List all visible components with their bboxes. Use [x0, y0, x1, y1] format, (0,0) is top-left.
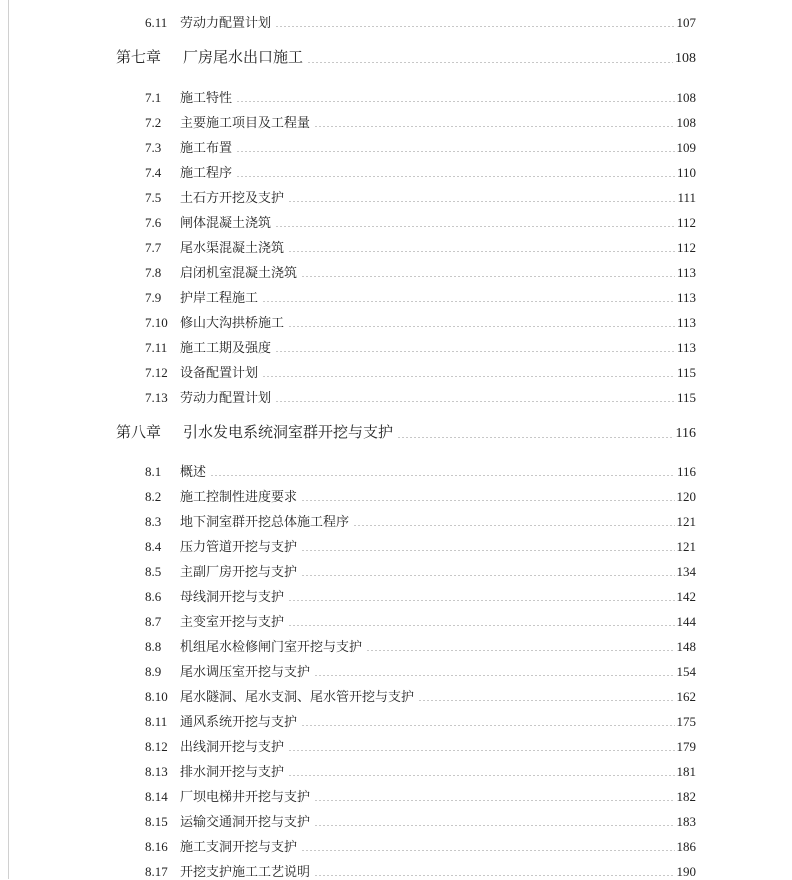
chapter-title: 厂房尾水出口施工	[183, 50, 304, 66]
toc-number: 7.5	[145, 190, 162, 205]
toc-title: 劳动力配置计划	[180, 390, 272, 405]
toc-page-number: 121	[676, 514, 696, 529]
toc-chapter-8[interactable]	[116, 421, 696, 442]
toc-entry-8-17[interactable]	[145, 861, 696, 880]
toc-entry-7-12[interactable]	[145, 362, 696, 381]
toc-entry-8-15[interactable]	[145, 811, 696, 830]
toc-page-number: 111	[677, 190, 696, 205]
toc-page-number: 115	[676, 365, 696, 380]
toc-entry-8-4[interactable]	[145, 536, 696, 555]
toc-entry-7-3[interactable]	[145, 137, 696, 156]
toc-entry-7-8[interactable]	[145, 262, 696, 281]
dot-leader	[301, 276, 675, 277]
toc-title: 通风系统开挖与支护	[180, 714, 298, 729]
dot-leader	[307, 62, 673, 63]
toc-number: 8.15	[145, 814, 168, 829]
dot-leader	[353, 525, 674, 526]
toc-entry-7-11[interactable]	[145, 337, 696, 356]
toc-entry-7-2[interactable]	[145, 112, 696, 131]
toc-page-number: 186	[676, 839, 696, 854]
toc-number: 7.6	[145, 215, 162, 230]
toc-entry-8-9[interactable]	[145, 661, 696, 680]
dot-leader	[288, 750, 674, 751]
toc-page-number: 142	[676, 589, 696, 604]
dot-leader	[275, 351, 675, 352]
toc-title: 施工支洞开挖与支护	[180, 839, 298, 854]
toc-entry-8-11[interactable]	[145, 711, 696, 730]
toc-number: 8.17	[145, 864, 168, 879]
toc-page-number: 183	[676, 814, 696, 829]
toc-page-number: 175	[676, 714, 696, 729]
toc-title: 尾水隧洞、尾水支洞、尾水管开挖与支护	[180, 689, 415, 704]
toc-title: 施工特性	[180, 90, 233, 105]
toc-title: 施工工期及强度	[180, 340, 272, 355]
toc-entry-7-6[interactable]	[145, 212, 696, 231]
toc-entry-8-13[interactable]	[145, 761, 696, 780]
toc-page-number: 190	[676, 864, 696, 879]
toc-entry-7-9[interactable]	[145, 287, 696, 306]
toc-page-number: 116	[676, 464, 696, 479]
toc-entry-8-16[interactable]	[145, 836, 696, 855]
toc-entry-8-12[interactable]	[145, 736, 696, 755]
toc-number: 8.4	[145, 539, 162, 554]
toc-number: 8.2	[145, 489, 162, 504]
toc-entry-8-10[interactable]	[145, 686, 696, 705]
dot-leader	[288, 326, 675, 327]
dot-leader	[236, 151, 674, 152]
toc-entry-7-13[interactable]	[145, 387, 696, 406]
dot-leader	[275, 401, 675, 402]
toc-entry-7-4[interactable]	[145, 162, 696, 181]
toc-entry-7-1[interactable]	[145, 87, 696, 106]
toc-page-number: 109	[676, 140, 696, 155]
toc-entry-8-3[interactable]	[145, 511, 696, 530]
toc-entry-8-2[interactable]	[145, 486, 696, 505]
toc-title: 修山大沟拱桥施工	[180, 315, 285, 330]
toc-number: 8.7	[145, 614, 162, 629]
toc-number: 8.16	[145, 839, 168, 854]
toc-page-number: 108	[676, 115, 696, 130]
dot-leader	[418, 700, 674, 701]
toc-page-number: 116	[675, 426, 696, 441]
dot-leader	[314, 675, 674, 676]
dot-leader	[288, 625, 674, 626]
dot-leader	[301, 850, 674, 851]
toc-page-number: 107	[676, 15, 696, 30]
dot-leader	[314, 800, 674, 801]
toc-number: 6.11	[145, 15, 168, 30]
toc-entry-7-7[interactable]	[145, 237, 696, 256]
toc-page-number: 115	[676, 390, 696, 405]
toc-chapter-7[interactable]	[116, 46, 696, 67]
toc-number: 8.14	[145, 789, 168, 804]
toc-title: 施工布置	[180, 140, 233, 155]
dot-leader	[314, 875, 674, 876]
toc-title: 机组尾水检修闸门室开挖与支护	[180, 639, 363, 654]
toc-number: 8.10	[145, 689, 168, 704]
chapter-number: 第八章	[116, 425, 162, 441]
dot-leader	[301, 550, 674, 551]
toc-page-number: 154	[676, 664, 696, 679]
dot-leader	[262, 301, 675, 302]
toc-title: 闸体混凝土浇筑	[180, 215, 272, 230]
dot-leader	[314, 825, 674, 826]
toc-page-number: 113	[676, 340, 696, 355]
toc-page-number: 182	[676, 789, 696, 804]
toc-title: 主要施工项目及工程量	[180, 115, 311, 130]
toc-title: 主副厂房开挖与支护	[180, 564, 298, 579]
toc-title: 主变室开挖与支护	[180, 614, 285, 629]
toc-page-number: 113	[676, 315, 696, 330]
page-left-border	[8, 0, 9, 879]
toc-number: 8.13	[145, 764, 168, 779]
toc-number: 8.8	[145, 639, 162, 654]
toc-page-number: 134	[676, 564, 696, 579]
toc-title: 施工控制性进度要求	[180, 489, 298, 504]
toc-number: 7.1	[145, 90, 162, 105]
dot-leader	[236, 101, 674, 102]
toc-entry-6-11[interactable]	[145, 12, 696, 31]
toc-number: 8.5	[145, 564, 162, 579]
toc-title: 压力管道开挖与支护	[180, 539, 298, 554]
toc-entry-8-5[interactable]	[145, 561, 696, 580]
toc-entry-8-8[interactable]	[145, 636, 696, 655]
dot-leader	[314, 126, 674, 127]
toc-number: 8.6	[145, 589, 162, 604]
toc-number: 7.3	[145, 140, 162, 155]
dot-leader	[262, 376, 675, 377]
dot-leader	[288, 600, 674, 601]
toc-number: 7.4	[145, 165, 162, 180]
toc-page-number: 112	[676, 215, 696, 230]
toc-number: 8.1	[145, 464, 162, 479]
chapter-number: 第七章	[116, 50, 162, 66]
toc-page-number: 179	[676, 739, 696, 754]
toc-page-number: 113	[676, 265, 696, 280]
dot-leader	[301, 725, 674, 726]
toc-title: 尾水渠混凝土浇筑	[180, 240, 285, 255]
toc-page-number: 144	[676, 614, 696, 629]
dot-leader	[236, 176, 675, 177]
dot-leader	[210, 475, 675, 476]
toc-title: 厂坝电梯井开挖与支护	[180, 789, 311, 804]
toc-entry-8-7[interactable]	[145, 611, 696, 630]
toc-number: 7.7	[145, 240, 162, 255]
toc-page-number: 110	[676, 165, 696, 180]
dot-leader	[275, 26, 674, 27]
toc-number: 8.3	[145, 514, 162, 529]
toc-title: 土石方开挖及支护	[180, 190, 285, 205]
dot-leader	[397, 437, 674, 438]
toc-entry-8-14[interactable]	[145, 786, 696, 805]
toc-title: 出线洞开挖与支护	[180, 739, 285, 754]
toc-page-number: 112	[676, 240, 696, 255]
toc-title: 开挖支护施工工艺说明	[180, 864, 311, 879]
toc-title: 排水洞开挖与支护	[180, 764, 285, 779]
toc-number: 7.2	[145, 115, 162, 130]
toc-title: 施工程序	[180, 165, 233, 180]
dot-leader	[288, 201, 675, 202]
dot-leader	[275, 226, 675, 227]
toc-number: 7.13	[145, 390, 168, 405]
toc-title: 概述	[180, 464, 207, 479]
toc-title: 启闭机室混凝土浇筑	[180, 265, 298, 280]
toc-title: 运输交通洞开挖与支护	[180, 814, 311, 829]
toc-number: 7.10	[145, 315, 168, 330]
toc-page-number: 181	[676, 764, 696, 779]
toc-page-number: 108	[675, 51, 696, 66]
toc-number: 8.11	[145, 714, 168, 729]
dot-leader	[366, 650, 674, 651]
toc-entry-8-1[interactable]	[145, 461, 696, 480]
dot-leader	[301, 500, 674, 501]
toc-page-number: 162	[676, 689, 696, 704]
toc-title: 尾水调压室开挖与支护	[180, 664, 311, 679]
dot-leader	[288, 775, 674, 776]
toc-page-number: 148	[676, 639, 696, 654]
dot-leader	[301, 575, 674, 576]
toc-page-number: 113	[676, 290, 696, 305]
toc-title: 母线洞开挖与支护	[180, 589, 285, 604]
toc-page-number: 120	[676, 489, 696, 504]
toc-number: 7.11	[145, 340, 168, 355]
toc-number: 7.12	[145, 365, 168, 380]
toc-page-number: 108	[676, 90, 696, 105]
toc-number: 7.9	[145, 290, 162, 305]
toc-entry-8-6[interactable]	[145, 586, 696, 605]
toc-page-number: 121	[676, 539, 696, 554]
toc-number: 8.12	[145, 739, 168, 754]
toc-title: 地下洞室群开挖总体施工程序	[180, 514, 350, 529]
toc-number: 7.8	[145, 265, 162, 280]
toc-title: 护岸工程施工	[180, 290, 259, 305]
toc-title: 劳动力配置计划	[180, 15, 272, 30]
toc-entry-7-10[interactable]	[145, 312, 696, 331]
toc-number: 8.9	[145, 664, 162, 679]
toc-title: 设备配置计划	[180, 365, 259, 380]
chapter-title: 引水发电系统洞室群开挖与支护	[183, 425, 394, 441]
toc-entry-7-5[interactable]	[145, 187, 696, 206]
dot-leader	[288, 251, 675, 252]
